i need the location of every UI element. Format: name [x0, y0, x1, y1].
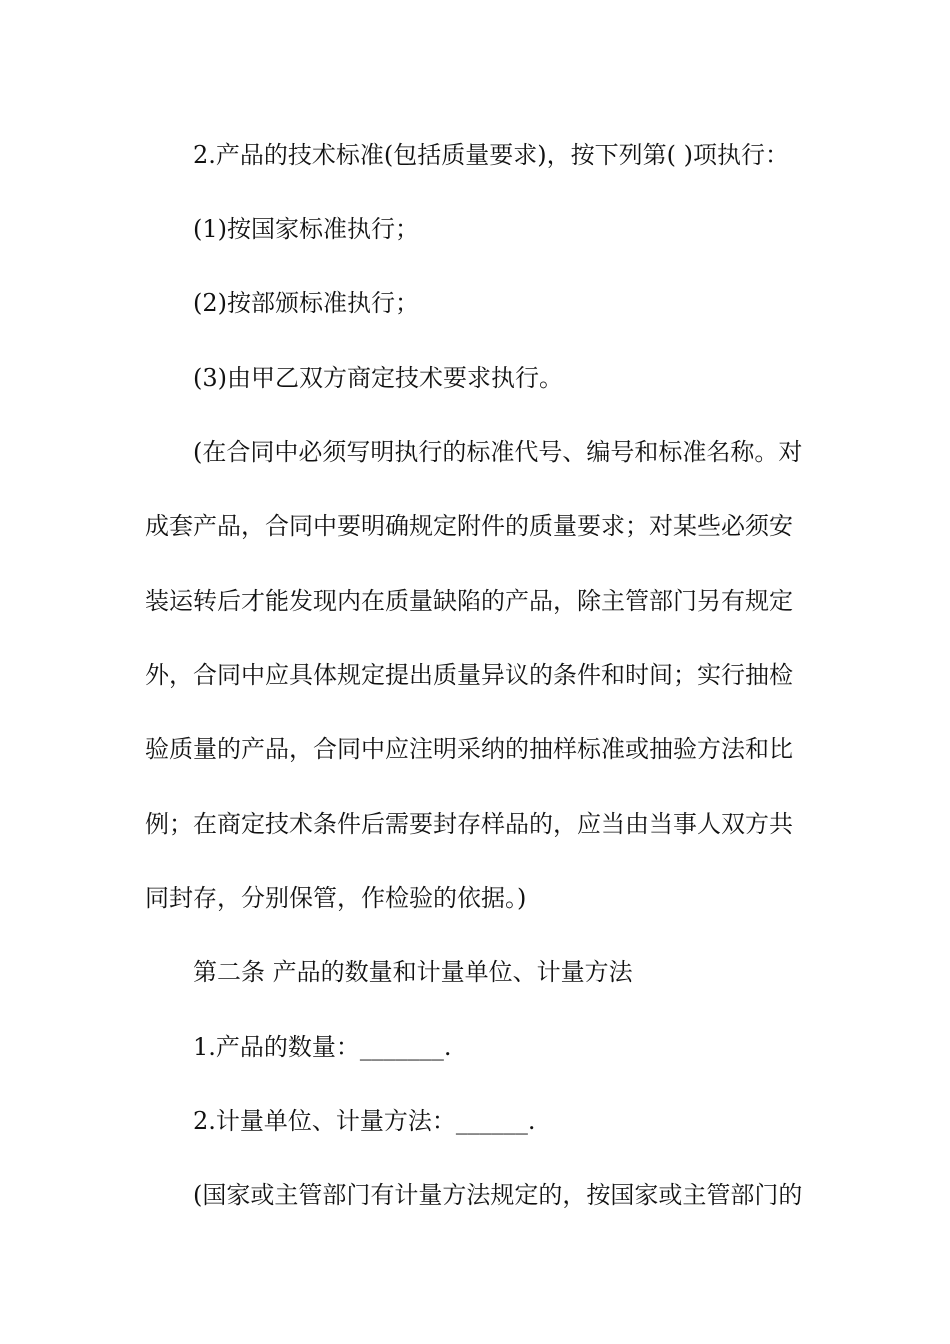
paragraph-unit-method: 2.计量单位、计量方法：______. [193, 1107, 536, 1135]
paragraph-note-line-1: (在合同中必须写明执行的标准代号、编号和标准名称。对 [193, 438, 803, 466]
paragraph-note-line-3: 装运转后才能发现内在质量缺陷的产品，除主管部门另有规定 [145, 587, 793, 615]
article-heading: 第二条 产品的数量和计量单位、计量方法 [193, 958, 633, 986]
paragraph-note-line-5: 验质量的产品，合同中应注明采纳的抽样标准或抽验方法和比 [145, 735, 793, 763]
paragraph-option-3: (3)由甲乙双方商定技术要求执行。 [193, 364, 563, 392]
paragraph-measurement-note: (国家或主管部门有计量方法规定的，按国家或主管部门的 [193, 1181, 803, 1209]
paragraph-note-line-6: 例；在商定技术条件后需要封存样品的，应当由当事人双方共 [145, 810, 793, 838]
paragraph-note-line-7: 同封存，分别保管，作检验的依据。) [145, 884, 527, 912]
paragraph-option-1: (1)按国家标准执行； [193, 215, 419, 243]
paragraph-technical-standard: 2.产品的技术标准(包括质量要求)，按下列第( )项执行： [193, 141, 789, 169]
paragraph-quantity: 1.产品的数量：_______. [193, 1033, 452, 1061]
paragraph-option-2: (2)按部颁标准执行； [193, 289, 419, 317]
paragraph-note-line-4: 外，合同中应具体规定提出质量异议的条件和时间；实行抽检 [145, 661, 793, 689]
paragraph-note-line-2: 成套产品，合同中要明确规定附件的质量要求；对某些必须安 [145, 512, 793, 540]
